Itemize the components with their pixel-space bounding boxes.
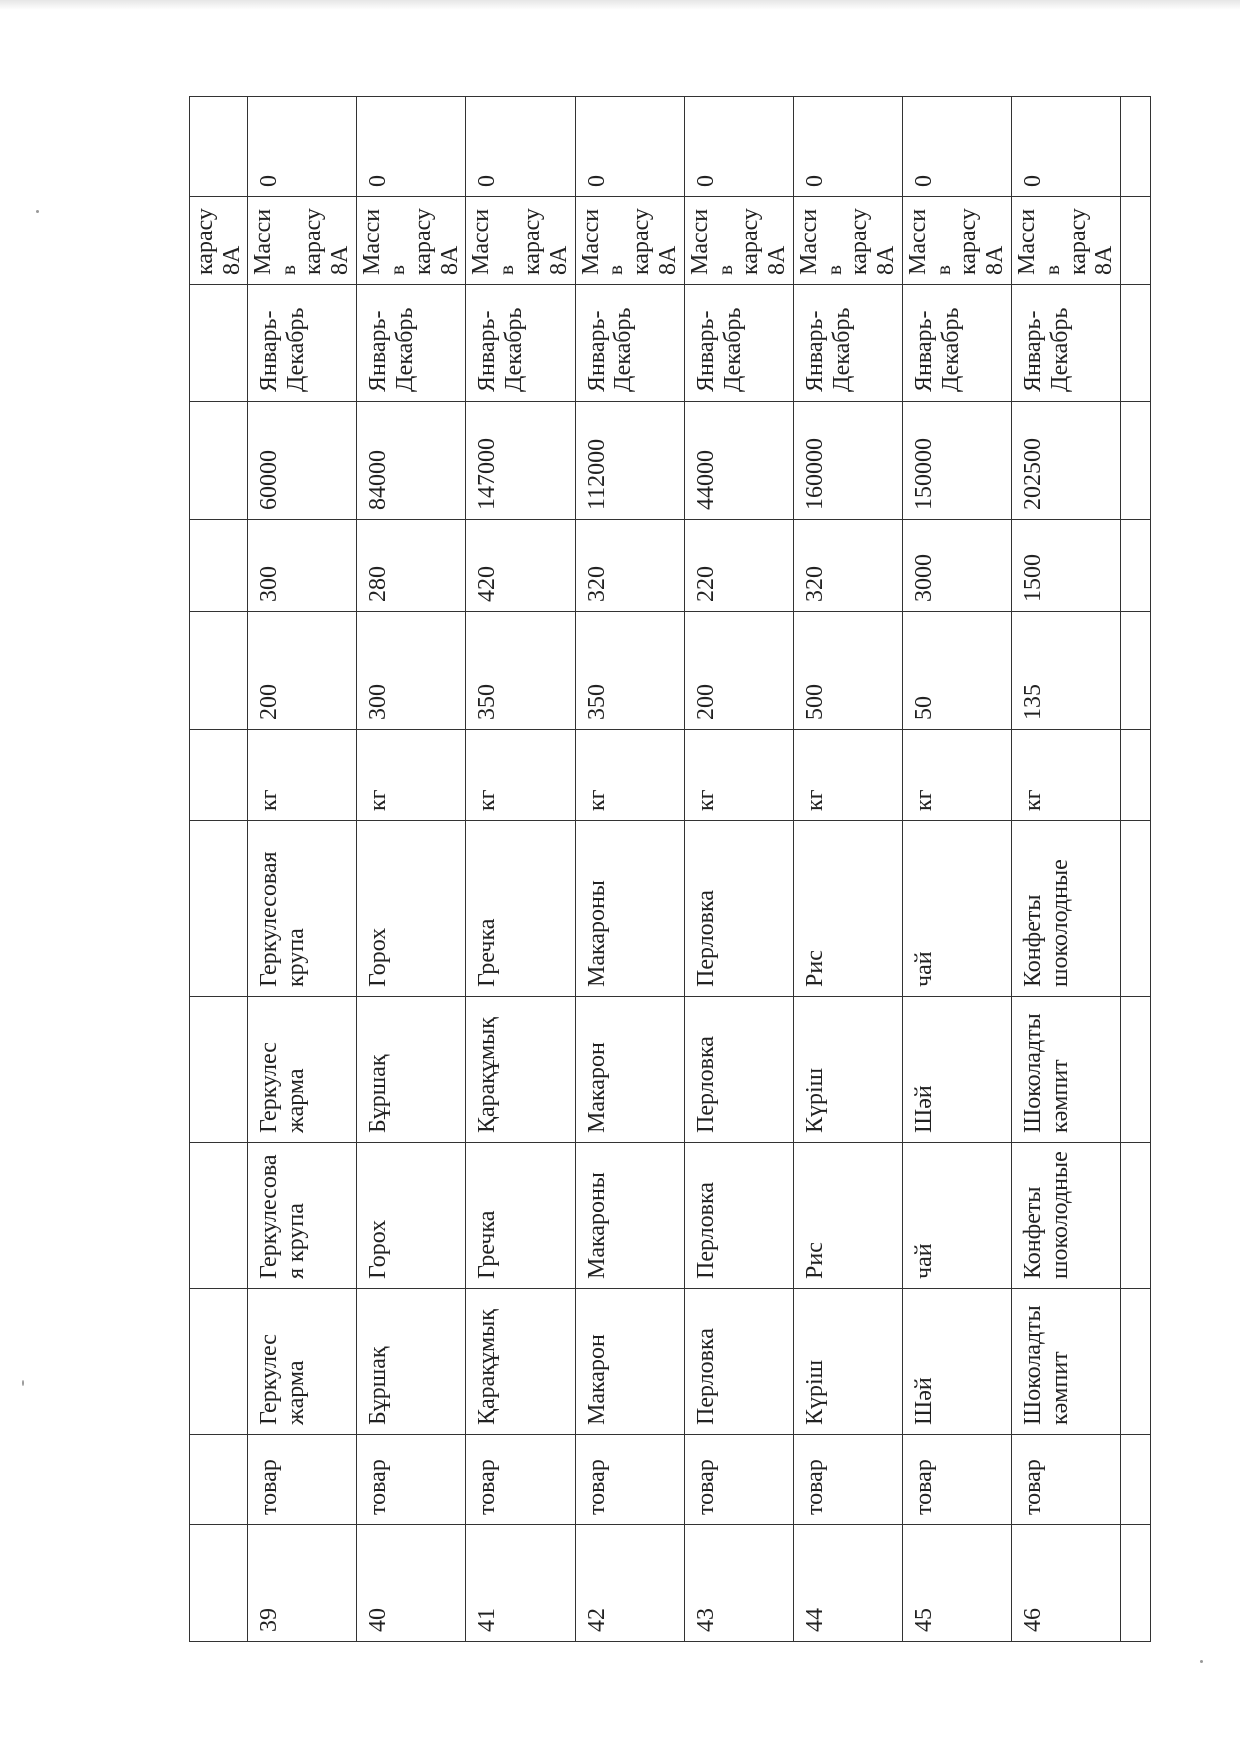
- name-kazakh-alt: Бұршақ: [365, 1054, 392, 1133]
- advance-payment: 0: [474, 175, 501, 187]
- delivery-period-cell: [466, 285, 575, 402]
- row-number-cell: [466, 1525, 575, 1642]
- delivery-period-cell: [903, 285, 1012, 402]
- table-cell: [1121, 1435, 1151, 1525]
- table-cell: [1121, 402, 1151, 520]
- row-number: 43: [692, 1608, 719, 1632]
- table-cell: [190, 612, 248, 730]
- unit: кг: [583, 789, 610, 811]
- total-sum-cell: [357, 402, 466, 520]
- table-row: [903, 97, 1012, 1642]
- delivery-place-cell: [248, 197, 357, 285]
- table-cell: [1121, 821, 1151, 997]
- delivery-place-word: карасу: [1064, 208, 1091, 275]
- name-russian-alt-cell: [903, 821, 1012, 997]
- procurement-table-rotated: [189, 97, 1151, 1642]
- delivery-place-word: в: [930, 265, 955, 275]
- delivery-place-word: Масси: [795, 208, 822, 275]
- quantity-cell: [903, 612, 1012, 730]
- name-kazakh-alt-cell: [575, 997, 684, 1143]
- unit-cell: [1012, 730, 1121, 821]
- name-kazakh-alt: Шәй: [911, 1085, 938, 1133]
- name-kazakh-cell: [575, 1289, 684, 1435]
- name-russian-cell: [903, 1143, 1012, 1289]
- delivery-period-cell: [248, 285, 357, 402]
- name-kazakh-alt: Макарон: [583, 1042, 610, 1133]
- total-sum-cell: [248, 402, 357, 520]
- advance-payment: 0: [583, 175, 610, 187]
- name-russian: Конфеты шоколодные: [1020, 1151, 1074, 1279]
- unit: кг: [256, 789, 283, 811]
- row-number: 41: [474, 1608, 501, 1632]
- delivery-place-word: карасу: [409, 208, 436, 275]
- unit-price: 1500: [1020, 554, 1047, 602]
- name-russian-alt: Гречка: [474, 918, 501, 987]
- total-sum-cell: [793, 402, 902, 520]
- delivery-period: Январь-Декабрь: [474, 307, 528, 392]
- row-number-cell: [793, 1525, 902, 1642]
- delivery-place-word: карасу: [846, 208, 873, 275]
- item-type-cell: [248, 1435, 357, 1525]
- total-sum-cell: [575, 402, 684, 520]
- total-sum: 112000: [583, 438, 610, 510]
- unit-price-cell: [684, 520, 793, 612]
- name-russian-alt-cell: [357, 821, 466, 997]
- name-russian-alt-cell: [466, 821, 575, 997]
- quantity-cell: [248, 612, 357, 730]
- name-russian-cell: [575, 1143, 684, 1289]
- row-number: 45: [911, 1608, 938, 1632]
- item-type: товар: [1020, 1459, 1047, 1515]
- item-type-cell: [357, 1435, 466, 1525]
- delivery-period-cell: [575, 285, 684, 402]
- delivery-place-word: Масси: [359, 208, 386, 275]
- unit-price: 280: [365, 566, 392, 602]
- quantity: 200: [256, 684, 283, 720]
- item-type-cell: [1012, 1435, 1121, 1525]
- name-kazakh-cell: [248, 1289, 357, 1435]
- delivery-place-word: карасу: [955, 208, 982, 275]
- item-type: товар: [911, 1459, 938, 1515]
- name-kazakh-cell: [1012, 1289, 1121, 1435]
- table-cell: [190, 285, 248, 402]
- name-kazakh-alt: Күріш: [801, 1067, 828, 1133]
- measure-unit-note-cell: [190, 197, 248, 285]
- table-cell: [190, 1435, 248, 1525]
- name-kazakh: Бұршақ: [365, 1346, 392, 1425]
- quantity: 135: [1020, 684, 1047, 720]
- name-russian-cell: [248, 1143, 357, 1289]
- name-kazakh-alt: Перловка: [692, 1036, 719, 1133]
- total-sum-cell: [466, 402, 575, 520]
- total-sum-cell: [684, 402, 793, 520]
- delivery-period-cell: [1012, 285, 1121, 402]
- delivery-place-word: в: [385, 265, 410, 275]
- delivery-place-word: Масси: [686, 208, 713, 275]
- advance-payment: 0: [911, 175, 938, 187]
- table-cell: [190, 1289, 248, 1435]
- name-kazakh-cell: [466, 1289, 575, 1435]
- total-sum-cell: [903, 402, 1012, 520]
- table-row-empty: [1121, 97, 1151, 1642]
- advance-payment: 0: [692, 175, 719, 187]
- unit-price-cell: [575, 520, 684, 612]
- unit-price: 300: [256, 566, 283, 602]
- row-number: 46: [1020, 1608, 1047, 1632]
- table-row: [357, 97, 466, 1642]
- unit-price-cell: [1012, 520, 1121, 612]
- advance-payment-cell: [248, 97, 357, 197]
- quantity: 200: [692, 684, 719, 720]
- name-kazakh-cell: [903, 1289, 1012, 1435]
- advance-payment-cell: [793, 97, 902, 197]
- name-kazakh: Перловка: [692, 1328, 719, 1425]
- name-kazakh: Шәй: [911, 1377, 938, 1425]
- total-sum: 160000: [801, 438, 828, 510]
- name-kazakh-alt: Геркулес жарма: [256, 1042, 309, 1133]
- name-kazakh: Шоколадты кәмпит: [1020, 1305, 1074, 1425]
- delivery-place-word: в: [603, 265, 628, 275]
- unit-price: 3000: [911, 554, 938, 602]
- unit-cell: [684, 730, 793, 821]
- delivery-place-word: 8А: [873, 245, 900, 275]
- total-sum: 44000: [692, 450, 719, 510]
- name-kazakh-cell: [793, 1289, 902, 1435]
- delivery-place-word: карасу: [518, 208, 545, 275]
- table-cell: [1121, 1143, 1151, 1289]
- unit-cell: [466, 730, 575, 821]
- quantity: 300: [365, 684, 392, 720]
- item-type-cell: [466, 1435, 575, 1525]
- table-cell: [190, 821, 248, 997]
- row-number: 40: [365, 1608, 392, 1632]
- delivery-place-word: в: [1040, 265, 1065, 275]
- delivery-place-word: в: [494, 265, 519, 275]
- name-russian-cell: [684, 1143, 793, 1289]
- row-number-cell: [575, 1525, 684, 1642]
- scan-edge-shadow: [0, 0, 1240, 10]
- table-row: [248, 97, 357, 1642]
- unit-price-cell: [357, 520, 466, 612]
- name-kazakh-cell: [684, 1289, 793, 1435]
- name-russian-alt-cell: [684, 821, 793, 997]
- advance-payment-cell: [466, 97, 575, 197]
- unit-cell: [793, 730, 902, 821]
- name-kazakh: Күріш: [801, 1359, 828, 1425]
- item-type-cell: [903, 1435, 1012, 1525]
- unit-price: 220: [692, 566, 719, 602]
- advance-payment: 0: [256, 175, 283, 187]
- name-russian-alt-cell: [1012, 821, 1121, 997]
- total-sum-cell: [1012, 402, 1121, 520]
- name-russian: Горох: [365, 1219, 392, 1279]
- unit-price: 320: [801, 566, 828, 602]
- delivery-place-cell: [684, 197, 793, 285]
- delivery-period-cell: [793, 285, 902, 402]
- name-russian-alt: Рис: [801, 950, 828, 987]
- delivery-place-word: Масси: [250, 208, 277, 275]
- row-number-cell: [684, 1525, 793, 1642]
- unit-price: 320: [583, 566, 610, 602]
- advance-payment-cell: [575, 97, 684, 197]
- delivery-period: Январь-Декабрь: [583, 307, 637, 392]
- name-russian-alt: чай: [911, 951, 938, 987]
- table-cell: [1121, 285, 1151, 402]
- name-kazakh: Макарон: [583, 1334, 610, 1425]
- advance-payment: 0: [801, 175, 828, 187]
- name-kazakh-alt-cell: [248, 997, 357, 1143]
- total-sum: 150000: [911, 438, 938, 510]
- unit-cell: [248, 730, 357, 821]
- delivery-place-word: 8А: [654, 245, 681, 275]
- name-russian-cell: [357, 1143, 466, 1289]
- row-number: 39: [256, 1608, 283, 1632]
- advance-payment-cell: [1012, 97, 1121, 197]
- row-number-cell: [248, 1525, 357, 1642]
- delivery-place-cell: [357, 197, 466, 285]
- table-cell: [1121, 612, 1151, 730]
- delivery-place-word: Масси: [468, 208, 495, 275]
- delivery-period-cell: [357, 285, 466, 402]
- name-russian-alt: Перловка: [692, 890, 719, 987]
- name-kazakh: Геркулес жарма: [256, 1334, 309, 1425]
- delivery-place-word: 8А: [982, 245, 1009, 275]
- item-type-cell: [684, 1435, 793, 1525]
- delivery-place-cell: [575, 197, 684, 285]
- delivery-place-cell: [466, 197, 575, 285]
- row-number-cell: [1012, 1525, 1121, 1642]
- delivery-place-word: 8А: [1091, 245, 1118, 275]
- procurement-table: [189, 96, 1151, 1642]
- delivery-period: Январь-Декабрь: [256, 307, 309, 392]
- delivery-place-cell: [1012, 197, 1121, 285]
- item-type: товар: [365, 1459, 392, 1515]
- table-row: [684, 97, 793, 1642]
- item-type: товар: [256, 1459, 283, 1515]
- name-kazakh-alt-cell: [357, 997, 466, 1143]
- delivery-place-word: в: [275, 265, 300, 275]
- table-cell: [190, 1525, 248, 1642]
- unit-price-cell: [248, 520, 357, 612]
- item-type: товар: [583, 1459, 610, 1515]
- measure-unit-note: карасу 8А: [192, 208, 245, 275]
- table-cell: [1121, 730, 1151, 821]
- unit-cell: [357, 730, 466, 821]
- name-russian: Геркулесова я крупа: [256, 1154, 309, 1279]
- advance-payment: 0: [1020, 175, 1047, 187]
- quantity: 50: [911, 696, 938, 720]
- item-type-cell: [575, 1435, 684, 1525]
- unit-cell: [903, 730, 1012, 821]
- delivery-place-word: карасу: [737, 208, 764, 275]
- table-cell: [1121, 197, 1151, 285]
- table-cell: [1121, 997, 1151, 1143]
- table-row: [575, 97, 684, 1642]
- row-number-cell: [357, 1525, 466, 1642]
- table-cell: [190, 520, 248, 612]
- table-cell: [1121, 520, 1151, 612]
- scan-speck: [1200, 1660, 1203, 1663]
- delivery-period: Январь-Декабрь: [692, 307, 746, 392]
- item-type-cell: [793, 1435, 902, 1525]
- item-type: товар: [801, 1459, 828, 1515]
- name-kazakh-alt: Қарақұмық: [474, 1017, 501, 1133]
- delivery-period: Январь-Декабрь: [1020, 307, 1074, 392]
- delivery-place-word: в: [712, 265, 737, 275]
- name-kazakh: Қарақұмық: [474, 1309, 501, 1425]
- scan-speck: [22, 1380, 24, 1386]
- item-type: товар: [474, 1459, 501, 1515]
- name-russian: Гречка: [474, 1210, 501, 1279]
- name-kazakh-cell: [357, 1289, 466, 1435]
- name-kazakh-alt-cell: [1012, 997, 1121, 1143]
- name-kazakh-alt: Шоколадты кәмпит: [1020, 1013, 1074, 1133]
- unit: кг: [911, 789, 938, 811]
- name-russian-alt: Геркулесовая крупа: [256, 851, 309, 987]
- quantity: 350: [583, 684, 610, 720]
- name-kazakh-alt-cell: [793, 997, 902, 1143]
- name-russian-alt: Макароны: [583, 880, 610, 987]
- delivery-period: Январь-Декабрь: [911, 307, 964, 392]
- row-number: 44: [801, 1608, 828, 1632]
- total-sum: 202500: [1020, 438, 1047, 510]
- delivery-period-cell: [684, 285, 793, 402]
- quantity: 350: [474, 684, 501, 720]
- delivery-place-word: Масси: [1014, 208, 1041, 275]
- table-row-top: [190, 97, 248, 1642]
- table-cell: [1121, 97, 1151, 197]
- quantity: 500: [801, 684, 828, 720]
- delivery-place-word: в: [821, 265, 846, 275]
- advance-payment-cell: [684, 97, 793, 197]
- name-kazakh-alt-cell: [466, 997, 575, 1143]
- table-cell: [1121, 1525, 1151, 1642]
- unit: кг: [474, 789, 501, 811]
- quantity-cell: [466, 612, 575, 730]
- unit-cell: [575, 730, 684, 821]
- quantity-cell: [575, 612, 684, 730]
- delivery-place-word: карасу: [300, 208, 327, 275]
- quantity-cell: [684, 612, 793, 730]
- name-russian: чай: [911, 1243, 938, 1279]
- unit: кг: [692, 789, 719, 811]
- delivery-place-cell: [903, 197, 1012, 285]
- unit-price-cell: [903, 520, 1012, 612]
- advance-payment-cell: [903, 97, 1012, 197]
- name-russian-alt-cell: [248, 821, 357, 997]
- delivery-place-word: Масси: [577, 208, 604, 275]
- name-russian: Перловка: [692, 1182, 719, 1279]
- table-row: [466, 97, 575, 1642]
- name-kazakh-alt-cell: [684, 997, 793, 1143]
- row-number: 42: [583, 1608, 610, 1632]
- unit-price-cell: [793, 520, 902, 612]
- total-sum: 60000: [256, 450, 283, 510]
- name-russian: Рис: [801, 1242, 828, 1279]
- advance-payment-cell: [357, 97, 466, 197]
- item-type: товар: [692, 1459, 719, 1515]
- name-russian-alt: Конфеты шоколодные: [1020, 859, 1074, 987]
- delivery-place-word: 8А: [327, 245, 354, 275]
- total-sum: 147000: [474, 438, 501, 510]
- quantity-cell: [357, 612, 466, 730]
- name-russian: Макароны: [583, 1172, 610, 1279]
- table-cell: [190, 402, 248, 520]
- name-russian-alt: Горох: [365, 927, 392, 987]
- name-kazakh-alt-cell: [903, 997, 1012, 1143]
- unit: кг: [1020, 789, 1047, 811]
- unit: кг: [365, 789, 392, 811]
- quantity-cell: [1012, 612, 1121, 730]
- total-sum: 84000: [365, 450, 392, 510]
- quantity-cell: [793, 612, 902, 730]
- table-cell: [190, 997, 248, 1143]
- table-cell: [1121, 1289, 1151, 1435]
- table-row: [1012, 97, 1121, 1642]
- delivery-place-word: 8А: [545, 245, 572, 275]
- name-russian-cell: [466, 1143, 575, 1289]
- delivery-place-cell: [793, 197, 902, 285]
- advance-payment: 0: [365, 175, 392, 187]
- table-cell: [190, 1143, 248, 1289]
- delivery-place-word: Масси: [905, 208, 932, 275]
- name-russian-alt-cell: [793, 821, 902, 997]
- delivery-place-word: 8А: [763, 245, 790, 275]
- table-row: [793, 97, 902, 1642]
- delivery-place-word: карасу: [627, 208, 654, 275]
- name-russian-cell: [1012, 1143, 1121, 1289]
- delivery-period: Январь-Декабрь: [365, 307, 419, 392]
- table-cell: [190, 97, 248, 197]
- delivery-place-word: 8А: [436, 245, 463, 275]
- row-number-cell: [903, 1525, 1012, 1642]
- delivery-period: Январь-Декабрь: [801, 307, 855, 392]
- unit-price-cell: [466, 520, 575, 612]
- table-cell: [190, 730, 248, 821]
- name-russian-cell: [793, 1143, 902, 1289]
- unit: кг: [801, 789, 828, 811]
- name-russian-alt-cell: [575, 821, 684, 997]
- unit-price: 420: [474, 566, 501, 602]
- scan-speck: [36, 210, 39, 213]
